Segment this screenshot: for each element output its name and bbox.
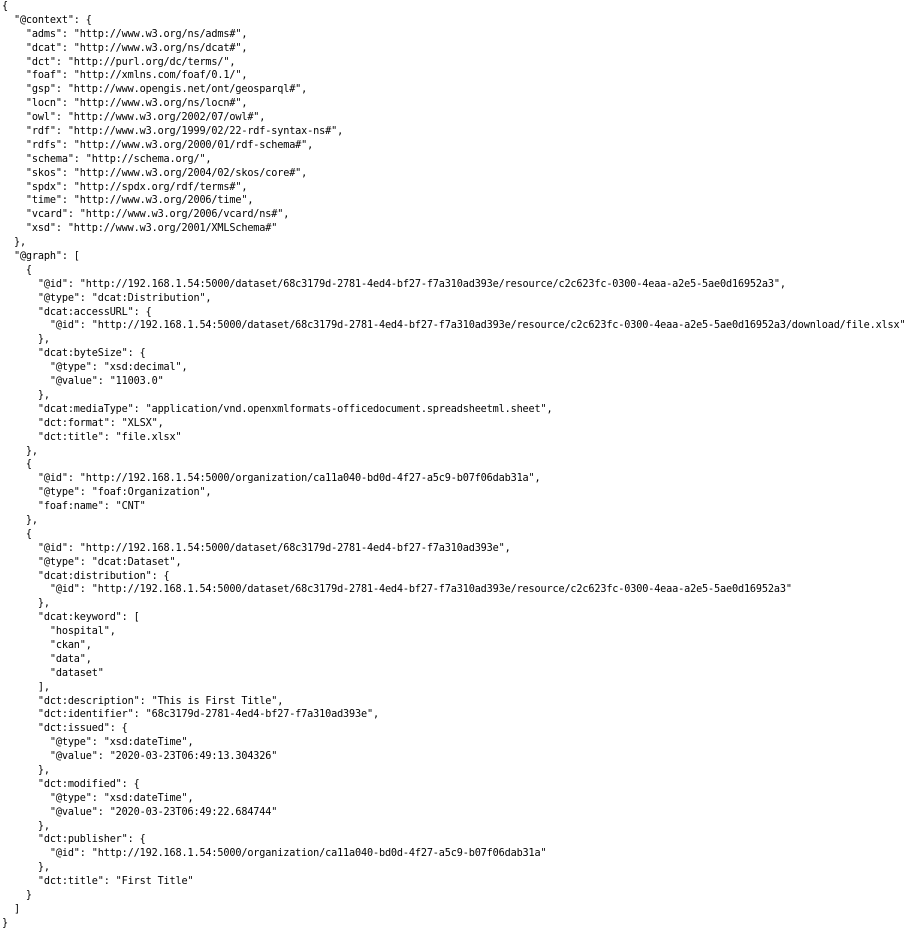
json-line: "rdfs": "http://www.w3.org/2000/01/rdf-schema#", xyxy=(2,139,314,151)
json-line: "@type": "dcat:Distribution", xyxy=(2,292,212,304)
json-line: "@type": "foaf:Organization", xyxy=(2,487,212,499)
json-line: } xyxy=(2,917,8,929)
json-line: "dct:title": "file.xlsx" xyxy=(2,431,182,443)
json-line: "dcat:byteSize": { xyxy=(2,348,146,360)
json-line: "owl": "http://www.w3.org/2002/07/owl#", xyxy=(2,112,266,124)
json-line: "hospital", xyxy=(2,626,116,638)
json-line: }, xyxy=(2,237,26,249)
json-line: "dct:issued": { xyxy=(2,723,128,735)
json-line: "@value": "2020-03-23T06:49:22.684744" xyxy=(2,806,278,818)
json-line: "spdx": "http://spdx.org/rdf/terms#", xyxy=(2,181,248,193)
json-line: "dct:description": "This is First Title", xyxy=(2,695,284,707)
json-line: "adms": "http://www.w3.org/ns/adms#", xyxy=(2,28,248,40)
json-line: }, xyxy=(2,820,50,832)
json-line: "@graph": [ xyxy=(2,251,80,263)
json-lines xyxy=(2,0,912,931)
json-line: ] xyxy=(2,903,20,915)
json-line: }, xyxy=(2,445,38,457)
json-line: { xyxy=(2,459,32,471)
json-line: "dct": "http://purl.org/dc/terms/", xyxy=(2,56,236,68)
json-line: }, xyxy=(2,389,50,401)
json-line: "@context": { xyxy=(2,14,92,26)
json-line: "@id": "http://192.168.1.54:5000/dataset/68c3179d-2781-4ed4-bf27-f7a310ad393e/resource/c2c623fc-0300-4eaa-a2e5-5ae0d16952a3/download/file.xlsx" xyxy=(2,320,906,332)
json-line: "schema": "http://schema.org/", xyxy=(2,153,212,165)
json-line: }, xyxy=(2,764,50,776)
json-line: "foaf": "http://xmlns.com/foaf/0.1/", xyxy=(2,70,248,82)
json-line: } xyxy=(2,890,32,901)
json-line: { xyxy=(2,264,32,276)
json-line: "skos": "http://www.w3.org/2004/02/skos/core#", xyxy=(2,167,308,179)
json-line: "@value": "2020-03-23T06:49:13.304326" xyxy=(2,751,278,763)
json-line: { xyxy=(2,528,32,540)
json-line: "vcard": "http://www.w3.org/2006/vcard/ns#", xyxy=(2,209,290,221)
json-line: ], xyxy=(2,681,50,693)
json-line: "dct:identifier": "68c3179d-2781-4ed4-bf27-f7a310ad393e", xyxy=(2,709,379,721)
json-line: "dcat:mediaType": "application/vnd.openxmlformats-officedocument.spreadsheetml.sheet", xyxy=(2,403,553,415)
json-line: { xyxy=(2,1,8,12)
json-line: "dct:title": "First Title" xyxy=(2,876,194,888)
json-line: "@id": "http://192.168.1.54:5000/dataset/68c3179d-2781-4ed4-bf27-f7a310ad393e/resource/c2c623fc-0300-4eaa-a2e5-5ae0d16952a3" xyxy=(2,584,792,596)
json-line: "@type": "dcat:Dataset", xyxy=(2,556,182,568)
json-line: "gsp": "http://www.opengis.net/ont/geosparql#", xyxy=(2,84,308,96)
json-line: "@type": "xsd:dateTime", xyxy=(2,737,194,749)
json-line: "@type": "xsd:dateTime", xyxy=(2,792,194,804)
json-line: "rdf": "http://www.w3.org/1999/02/22-rdf-syntax-ns#", xyxy=(2,126,344,138)
json-line: "@type": "xsd:decimal", xyxy=(2,362,188,374)
json-line: }, xyxy=(2,862,50,874)
json-line: "dct:format": "XLSX", xyxy=(2,417,164,429)
json-line: "dcat:keyword": [ xyxy=(2,612,140,624)
json-line: "@value": "11003.0" xyxy=(2,376,164,388)
json-line: "xsd": "http://www.w3.org/2001/XMLSchema#" xyxy=(2,223,278,235)
json-line: "@id": "http://192.168.1.54:5000/organization/ca11a040-bd0d-4f27-a5c9-b07f06dab31a", xyxy=(2,473,541,485)
json-line: "locn": "http://www.w3.org/ns/locn#", xyxy=(2,98,248,110)
json-line: "ckan", xyxy=(2,639,92,651)
json-line: "dcat:accessURL": { xyxy=(2,306,152,318)
json-line: "dataset" xyxy=(2,667,104,679)
json-line: "dct:modified": { xyxy=(2,778,140,790)
json-line: }, xyxy=(2,334,50,346)
json-line: "dcat:distribution": { xyxy=(2,570,170,582)
json-line: "dcat": "http://www.w3.org/ns/dcat#", xyxy=(2,42,248,54)
json-line: "dct:publisher": { xyxy=(2,834,146,846)
json-line: "@id": "http://192.168.1.54:5000/dataset/68c3179d-2781-4ed4-bf27-f7a310ad393e", xyxy=(2,542,511,554)
json-line: "time": "http://www.w3.org/2006/time", xyxy=(2,195,254,207)
json-line: }, xyxy=(2,598,50,610)
json-line: "@id": "http://192.168.1.54:5000/organization/ca11a040-bd0d-4f27-a5c9-b07f06dab31a" xyxy=(2,848,547,860)
json-line: }, xyxy=(2,514,38,526)
json-line: "foaf:name": "CNT" xyxy=(2,501,146,513)
json-line: "data", xyxy=(2,653,92,665)
json-line: "@id": "http://192.168.1.54:5000/dataset/68c3179d-2781-4ed4-bf27-f7a310ad393e/resource/c2c623fc-0300-4eaa-a2e5-5ae0d16952a3", xyxy=(2,278,786,290)
json-document xyxy=(2,0,912,931)
